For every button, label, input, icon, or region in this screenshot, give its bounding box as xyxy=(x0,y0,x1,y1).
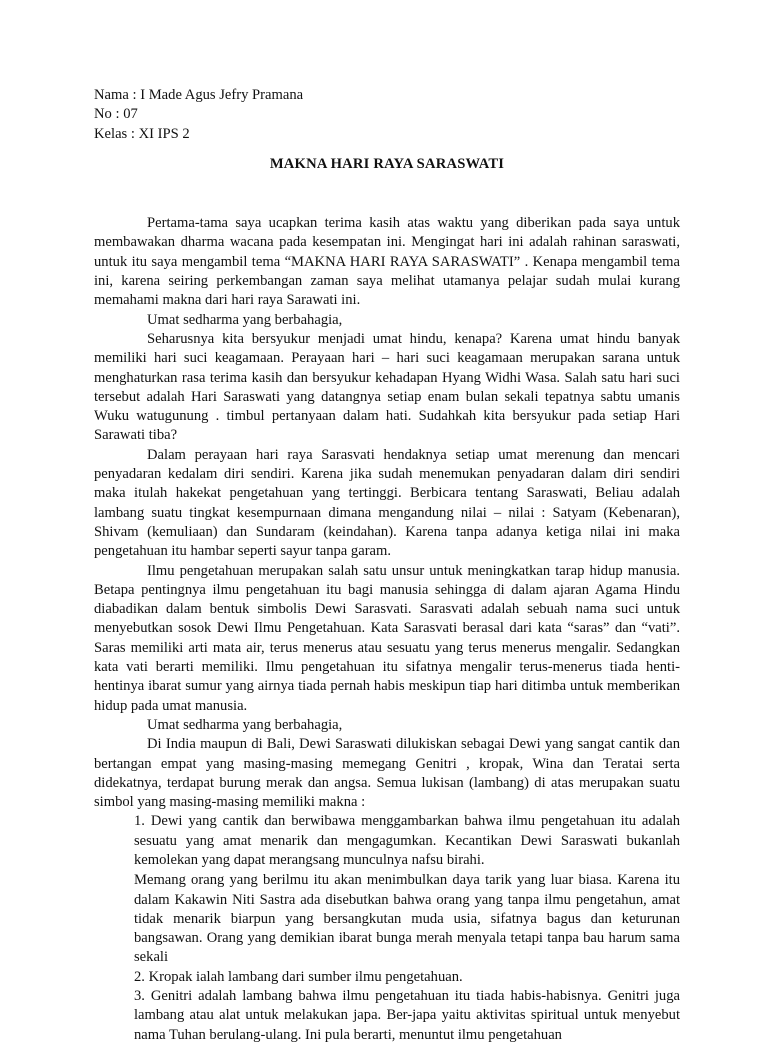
title-spacer xyxy=(94,174,680,214)
paragraph-gratitude: Seharusnya kita bersyukur menjadi umat hindu, kenapa? Karena umat hindu banyak memiliki hari suci keagamaan. Perayaan hari – hari suci keagamaan merupakan sarana untuk menghaturkan rasa terima kasih dan bersyukur kehadapan Hyang Widhi Wasa. Salah satu hari suci tersebut adalah Hari Saraswati yang datangnya setiap enam bulan sekali tepatnya sabtu umanis Wuku watugunung . timbul pertanyaan dalam hati. Sudahkah kita bersyukur pada setiap Hari Sarawati tiba? xyxy=(94,330,680,444)
list-item-1-continued: Memang orang yang berilmu itu akan menimbulkan daya tarik yang luar biasa. Karena itu dalam Kakawin Niti Sastra ada disebutkan bahwa orang yang tanpa ilmu pengetahun, amat tidak menarik biarpun yang bersangkutan muda usia, sifatnya bagus dan keturunan bangsawan. Orang yang demikian ibarat bunga merah menyala tetapi tanpa bau harum sama sekali xyxy=(134,872,680,966)
paragraph-knowledge: Ilmu pengetahuan merupakan salah satu unsur untuk meningkatkan tarap hidup manusia. Betapa pentingnya ilmu pengetahuan itu bagi manusia sehingga di dalam ajaran Agama Hindu diabadikan dalam bentuk simbolis Dewi Sarasvati. Sarasvati adalah sebuah nama suci untuk menyebutkan sosok Dewi Ilmu Pengetahuan. Kata Sarasvati berasal dari kata “saras” dan “vati”. Saras memiliki arti mata air, terus menerus atau sesuatu yang terus menerus mengalir. Sedangkan kata vati berarti memiliki. Ilmu pengetahuan itu sifatnya mengalir terus-menerus tiada henti-hentinya ibarat sumur yang airnya tiada pernah habis meskipun tiap hari ditimba untuk memberikan hidup pada umat manusia. xyxy=(94,562,680,714)
document-title: MAKNA HARI RAYA SARASWATI xyxy=(269,155,505,172)
salutation-2: Umat sedharma yang berbahagia, xyxy=(147,716,343,733)
student-number: No : 07 xyxy=(94,106,138,123)
paragraph-reflection: Dalam perayaan hari raya Sarasvati hendaknya setiap umat merenung dan mencari penyadaran kedalam diri sendiri. Karena jika sudah menemukan penyadaran dalam diri sendiri maka itulah hakekat pengetahuan yang tertinggi. Berbicara tentang Saraswati, Beliau adalah lambang suatu tingkat kesempurnaan dimana mengandung nilai – nilai : Satyam (Kebenaran), Shivam (kemuliaan) dan Sundaram (keindahan). Karena tanpa adanya ketiga nilai ini maka pengetahuan itu hambar seperti sayur tanpa garam. xyxy=(94,446,680,560)
paragraph-depiction: Di India maupun di Bali, Dewi Saraswati dilukiskan sebagai Dewi yang sangat cantik dan bertangan empat yang masing-masing memegang Genitri , kropak, Wina dan Teratai serta didekatnya, terdapat burung merak dan angsa. Semua lukisan (lambang) di atas merupakan suatu simbol yang masing-masing memiliki makna : xyxy=(94,736,680,811)
student-name: Nama : I Made Agus Jefry Pramana xyxy=(94,87,304,103)
salutation-1: Umat sedharma yang berbahagia, xyxy=(147,311,343,328)
list-item-2: 2. Kropak ialah lambang dari sumber ilmu pengetahuan. xyxy=(134,968,463,985)
list-item-3: 3. Genitri adalah lambang bahwa ilmu pengetahuan itu tiada habis-habisnya. Genitri juga lambang atau alat untuk melakukan japa. Ber-japa yaitu aktivitas spiritual untuk menyebut nama Tuhan berulang-ulang. Ini pula berarti, menuntut ilmu pengetahuan xyxy=(134,988,680,1043)
list-item-1: 1. Dewi yang cantik dan berwibawa menggambarkan bahwa ilmu pengetahuan itu adalah sesuatu yang amat menarik dan mengagumkan. Kecantikan Dewi Saraswati bukanlah kemolekan yang dapat merangsang munculnya nafsu birahi. xyxy=(134,813,680,868)
paragraph-opening: Pertama-tama saya ucapkan terima kasih atas waktu yang diberikan pada saya untuk membawakan dharma wacana pada kesempatan ini. Mengingat hari ini adalah rahinan saraswati, untuk itu saya mengambil tema “MAKNA HARI RAYA SARASWATI” . Kenapa mengambil tema ini, karena seiring perkembangan zaman saya melihat utamanya pelajar sudah mulai kurang memahami makna dari hari raya Sarawati ini. xyxy=(94,215,680,309)
document-page xyxy=(94,86,680,1045)
student-class: Kelas : XI IPS 2 xyxy=(94,125,190,142)
